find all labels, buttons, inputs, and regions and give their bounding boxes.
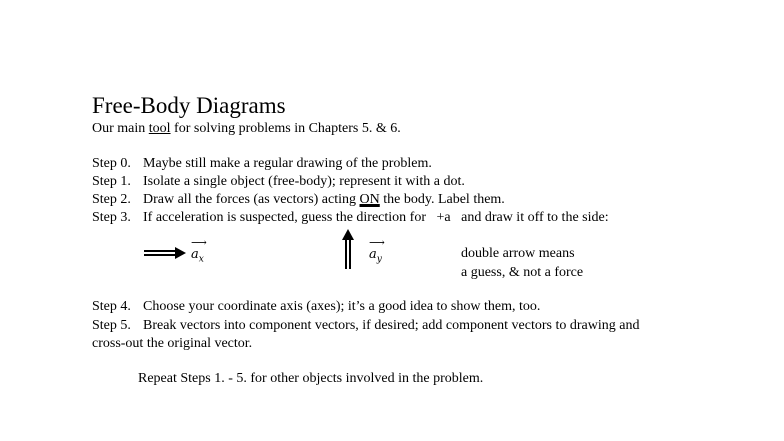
subtitle xyxy=(92,120,401,138)
subtitle-underlined: tool xyxy=(148,121,171,136)
step-text: Choose your coordinate axis (axes); it’s a good idea to show them, too. xyxy=(143,299,541,314)
subtitle-after: for solving problems in Chapters 5. & 6. xyxy=(170,121,401,136)
step-text-emphasis: ON xyxy=(359,192,380,207)
step-number: Step 2. xyxy=(92,192,131,207)
subtitle-before: Our main xyxy=(92,121,149,136)
step-text xyxy=(143,191,505,209)
step-number: Step 3. xyxy=(92,210,131,225)
step-number: Step 4. xyxy=(92,299,131,314)
step-number: Step 0. xyxy=(92,156,131,171)
step-text: If acceleration is suspected, guess the direction for +a and draw it off to the side: xyxy=(143,210,609,225)
step-2 xyxy=(92,191,692,209)
step-1 xyxy=(92,173,692,191)
step-0 xyxy=(92,155,692,173)
step-text-before: Draw all the forces (as vectors) acting xyxy=(143,192,360,207)
double-arrow-right-icon xyxy=(143,245,187,261)
vector-ay-symbol: a xyxy=(369,247,377,262)
vector-ax-symbol: a xyxy=(191,247,199,262)
vector-ax-subscript: x xyxy=(198,254,204,265)
vector-ay-subscript: y xyxy=(376,254,382,265)
step-text-after: the body. Label them. xyxy=(379,192,505,207)
note-line-2: a guess, & not a force xyxy=(461,265,584,280)
step-4 xyxy=(92,298,752,316)
page-title: Free-Body Diagrams xyxy=(92,93,286,118)
step-5 xyxy=(92,317,752,335)
step-3 xyxy=(92,209,752,227)
step-text: Isolate a single object (free-body); represent it with a dot. xyxy=(143,174,465,189)
step-text: Maybe still make a regular drawing of the problem. xyxy=(143,156,432,171)
note-line-1: double arrow means xyxy=(461,246,575,261)
vector-ax xyxy=(191,236,207,265)
step-5-continuation: cross-out the original vector. xyxy=(92,336,253,351)
vector-arrow-icon: ⟶ xyxy=(191,236,207,249)
vector-ay xyxy=(369,236,385,265)
double-arrow-up-icon xyxy=(340,228,356,270)
step-number: Step 1. xyxy=(92,174,131,189)
repeat-note: Repeat Steps 1. - 5. for other objects involved in the problem. xyxy=(138,371,484,386)
vector-arrow-icon: ⟶ xyxy=(369,236,385,249)
step-text: Break vectors into component vectors, if desired; add component vectors to drawing and xyxy=(143,318,640,333)
step-number: Step 5. xyxy=(92,318,131,333)
